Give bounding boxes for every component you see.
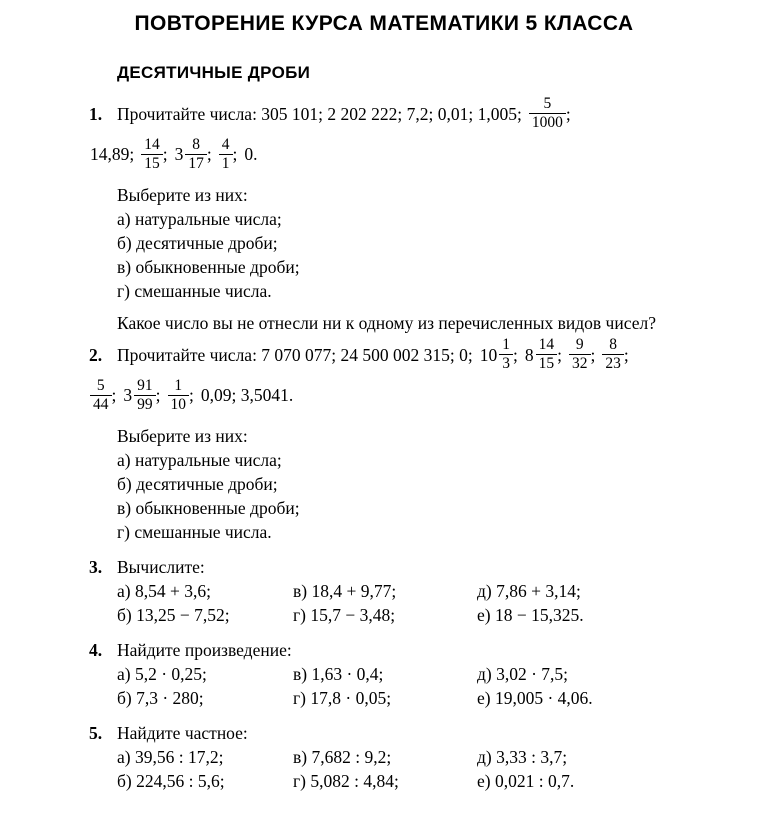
problem-5-title: Найдите частное: bbox=[117, 722, 248, 743]
problem-2-choose-text: Выберите из них: bbox=[117, 425, 248, 446]
fraction-numerator: 5 bbox=[96, 376, 105, 394]
item-v: в) 18,4 + 9,77; bbox=[293, 580, 397, 601]
separator: ; bbox=[565, 104, 571, 124]
fraction-denominator: 17 bbox=[185, 154, 207, 173]
problem-1 bbox=[89, 94, 744, 335]
separator: ; bbox=[162, 144, 168, 165]
item-d: д) 3,33 : 3,7; bbox=[477, 746, 568, 767]
item-b: б) 7,3 · 280; bbox=[117, 687, 204, 708]
item-a: а) 5,2 · 0,25; bbox=[117, 663, 207, 684]
problem-1-options bbox=[117, 207, 744, 303]
problem-4-number: 4. bbox=[89, 639, 103, 660]
fraction bbox=[134, 377, 156, 414]
page-title: ПОВТОРЕНИЕ КУРСА МАТЕМАТИКИ 5 КЛАССА bbox=[134, 12, 634, 35]
fraction bbox=[90, 377, 112, 414]
mixed-number-whole: 3 bbox=[123, 385, 133, 406]
item-e: е) 18 − 15,325. bbox=[477, 604, 584, 625]
option-b: б) десятичные дроби; bbox=[117, 232, 278, 253]
number-text: 0. bbox=[244, 144, 258, 165]
problem-1-line-1 bbox=[89, 94, 744, 134]
item-v: в) 1,63 · 0,4; bbox=[293, 663, 384, 684]
option-v: в) обыкновенные дроби; bbox=[117, 256, 300, 277]
item-a: а) 8,54 + 3,6; bbox=[117, 580, 211, 601]
separator: ; bbox=[232, 144, 238, 165]
fraction-denominator: 10 bbox=[168, 395, 190, 414]
item-a: а) 39,56 : 17,2; bbox=[117, 746, 224, 767]
fraction bbox=[529, 95, 566, 132]
problem-3-title: Вычислите: bbox=[117, 556, 205, 577]
section-heading: ДЕСЯТИЧНЫЕ ДРОБИ bbox=[117, 63, 311, 82]
separator: ; bbox=[557, 344, 563, 365]
problem-2-lead-text: Прочитайте числа: 7 070 077; 24 500 002 315; 0; bbox=[117, 344, 473, 365]
fraction-numerator: 9 bbox=[575, 336, 584, 354]
problem-1-lead-text: Прочитайте числа: 305 101; 2 202 222; 7,2; 0,01; 1,005; bbox=[117, 104, 522, 124]
problem-4-items bbox=[117, 662, 744, 710]
option-g: г) смешанные числа. bbox=[117, 280, 272, 301]
problem-5-number: 5. bbox=[89, 722, 103, 743]
item-v: в) 7,682 : 9,2; bbox=[293, 746, 392, 767]
item-b: б) 13,25 − 7,52; bbox=[117, 604, 230, 625]
fraction-denominator: 32 bbox=[569, 354, 591, 373]
option-a: а) натуральные числа; bbox=[117, 449, 282, 470]
problem-2-options bbox=[117, 448, 744, 544]
problem-1-line-2 bbox=[90, 134, 744, 174]
item-e: е) 0,021 : 0,7. bbox=[477, 770, 575, 791]
fraction-denominator: 3 bbox=[499, 354, 513, 373]
fraction-denominator: 23 bbox=[602, 354, 624, 373]
fraction-denominator: 15 bbox=[141, 154, 163, 173]
separator: ; bbox=[155, 385, 161, 406]
fraction-numerator: 5 bbox=[543, 95, 552, 113]
problem-3-items bbox=[117, 579, 744, 627]
separator: ; bbox=[206, 144, 212, 165]
problem-2-line-2 bbox=[90, 375, 744, 415]
number-text: 14,89; bbox=[90, 144, 135, 165]
problem-4 bbox=[89, 638, 744, 710]
fraction-denominator: 1 bbox=[219, 154, 233, 173]
problem-2-line-1 bbox=[89, 335, 744, 375]
problem-3-title-line bbox=[89, 555, 744, 579]
problem-2 bbox=[89, 335, 744, 544]
fraction-numerator: 14 bbox=[144, 135, 160, 153]
separator: ; bbox=[623, 344, 629, 365]
option-b: б) десятичные дроби; bbox=[117, 473, 278, 494]
fraction-numerator: 91 bbox=[137, 376, 153, 394]
fraction bbox=[499, 336, 513, 373]
fraction-numerator: 1 bbox=[174, 376, 183, 394]
fraction bbox=[569, 336, 591, 373]
fraction-denominator: 1000 bbox=[529, 113, 566, 132]
problem-1-question: Какое число вы не отнесли ни к одному из перечисленных видов чисел? bbox=[117, 312, 656, 333]
fraction bbox=[602, 336, 624, 373]
fraction-numerator: 8 bbox=[609, 336, 618, 354]
problem-5-items bbox=[117, 745, 744, 793]
problem-3-number: 3. bbox=[89, 556, 103, 577]
problem-5 bbox=[89, 721, 744, 793]
option-v: в) обыкновенные дроби; bbox=[117, 497, 300, 518]
fraction-denominator: 15 bbox=[536, 354, 558, 373]
fraction bbox=[168, 377, 190, 414]
item-b: б) 224,56 : 5,6; bbox=[117, 770, 225, 791]
fraction bbox=[536, 336, 558, 373]
fraction-denominator: 99 bbox=[134, 395, 156, 414]
problem-4-title: Найдите произведение: bbox=[117, 639, 292, 660]
fraction bbox=[219, 136, 233, 173]
problem-2-number: 2. bbox=[89, 344, 103, 365]
fraction bbox=[185, 136, 207, 173]
mixed-number-whole: 3 bbox=[174, 144, 184, 165]
problem-4-title-line bbox=[89, 638, 744, 662]
item-g: г) 5,082 : 4,84; bbox=[293, 770, 399, 791]
mixed-number-whole: 10 bbox=[479, 344, 498, 365]
separator: ; bbox=[189, 385, 194, 406]
fraction-numerator: 14 bbox=[538, 336, 555, 354]
option-g: г) смешанные числа. bbox=[117, 521, 272, 542]
problem-1-choose-text: Выберите из них: bbox=[117, 184, 248, 205]
problem-1-number: 1. bbox=[89, 104, 103, 124]
page-content bbox=[89, 63, 744, 793]
problem-3 bbox=[89, 555, 744, 627]
fraction-numerator: 4 bbox=[221, 135, 230, 153]
fraction-numerator: 8 bbox=[192, 135, 200, 153]
problem-5-title-line bbox=[89, 721, 744, 745]
separator: ; bbox=[513, 344, 518, 365]
mixed-number-whole: 8 bbox=[524, 344, 534, 365]
fraction-numerator: 1 bbox=[502, 336, 511, 354]
fraction bbox=[141, 136, 163, 173]
option-a: а) натуральные числа; bbox=[117, 208, 282, 229]
number-text: 0,09; 3,5041. bbox=[200, 385, 294, 406]
item-d: д) 7,86 + 3,14; bbox=[477, 580, 581, 601]
item-g: г) 15,7 − 3,48; bbox=[293, 604, 396, 625]
fraction-denominator: 44 bbox=[90, 395, 112, 414]
item-d: д) 3,02 · 7,5; bbox=[477, 663, 569, 684]
item-g: г) 17,8 · 0,05; bbox=[293, 687, 392, 708]
item-e: е) 19,005 · 4,06. bbox=[477, 687, 593, 708]
separator: ; bbox=[111, 385, 117, 406]
separator: ; bbox=[590, 344, 596, 365]
